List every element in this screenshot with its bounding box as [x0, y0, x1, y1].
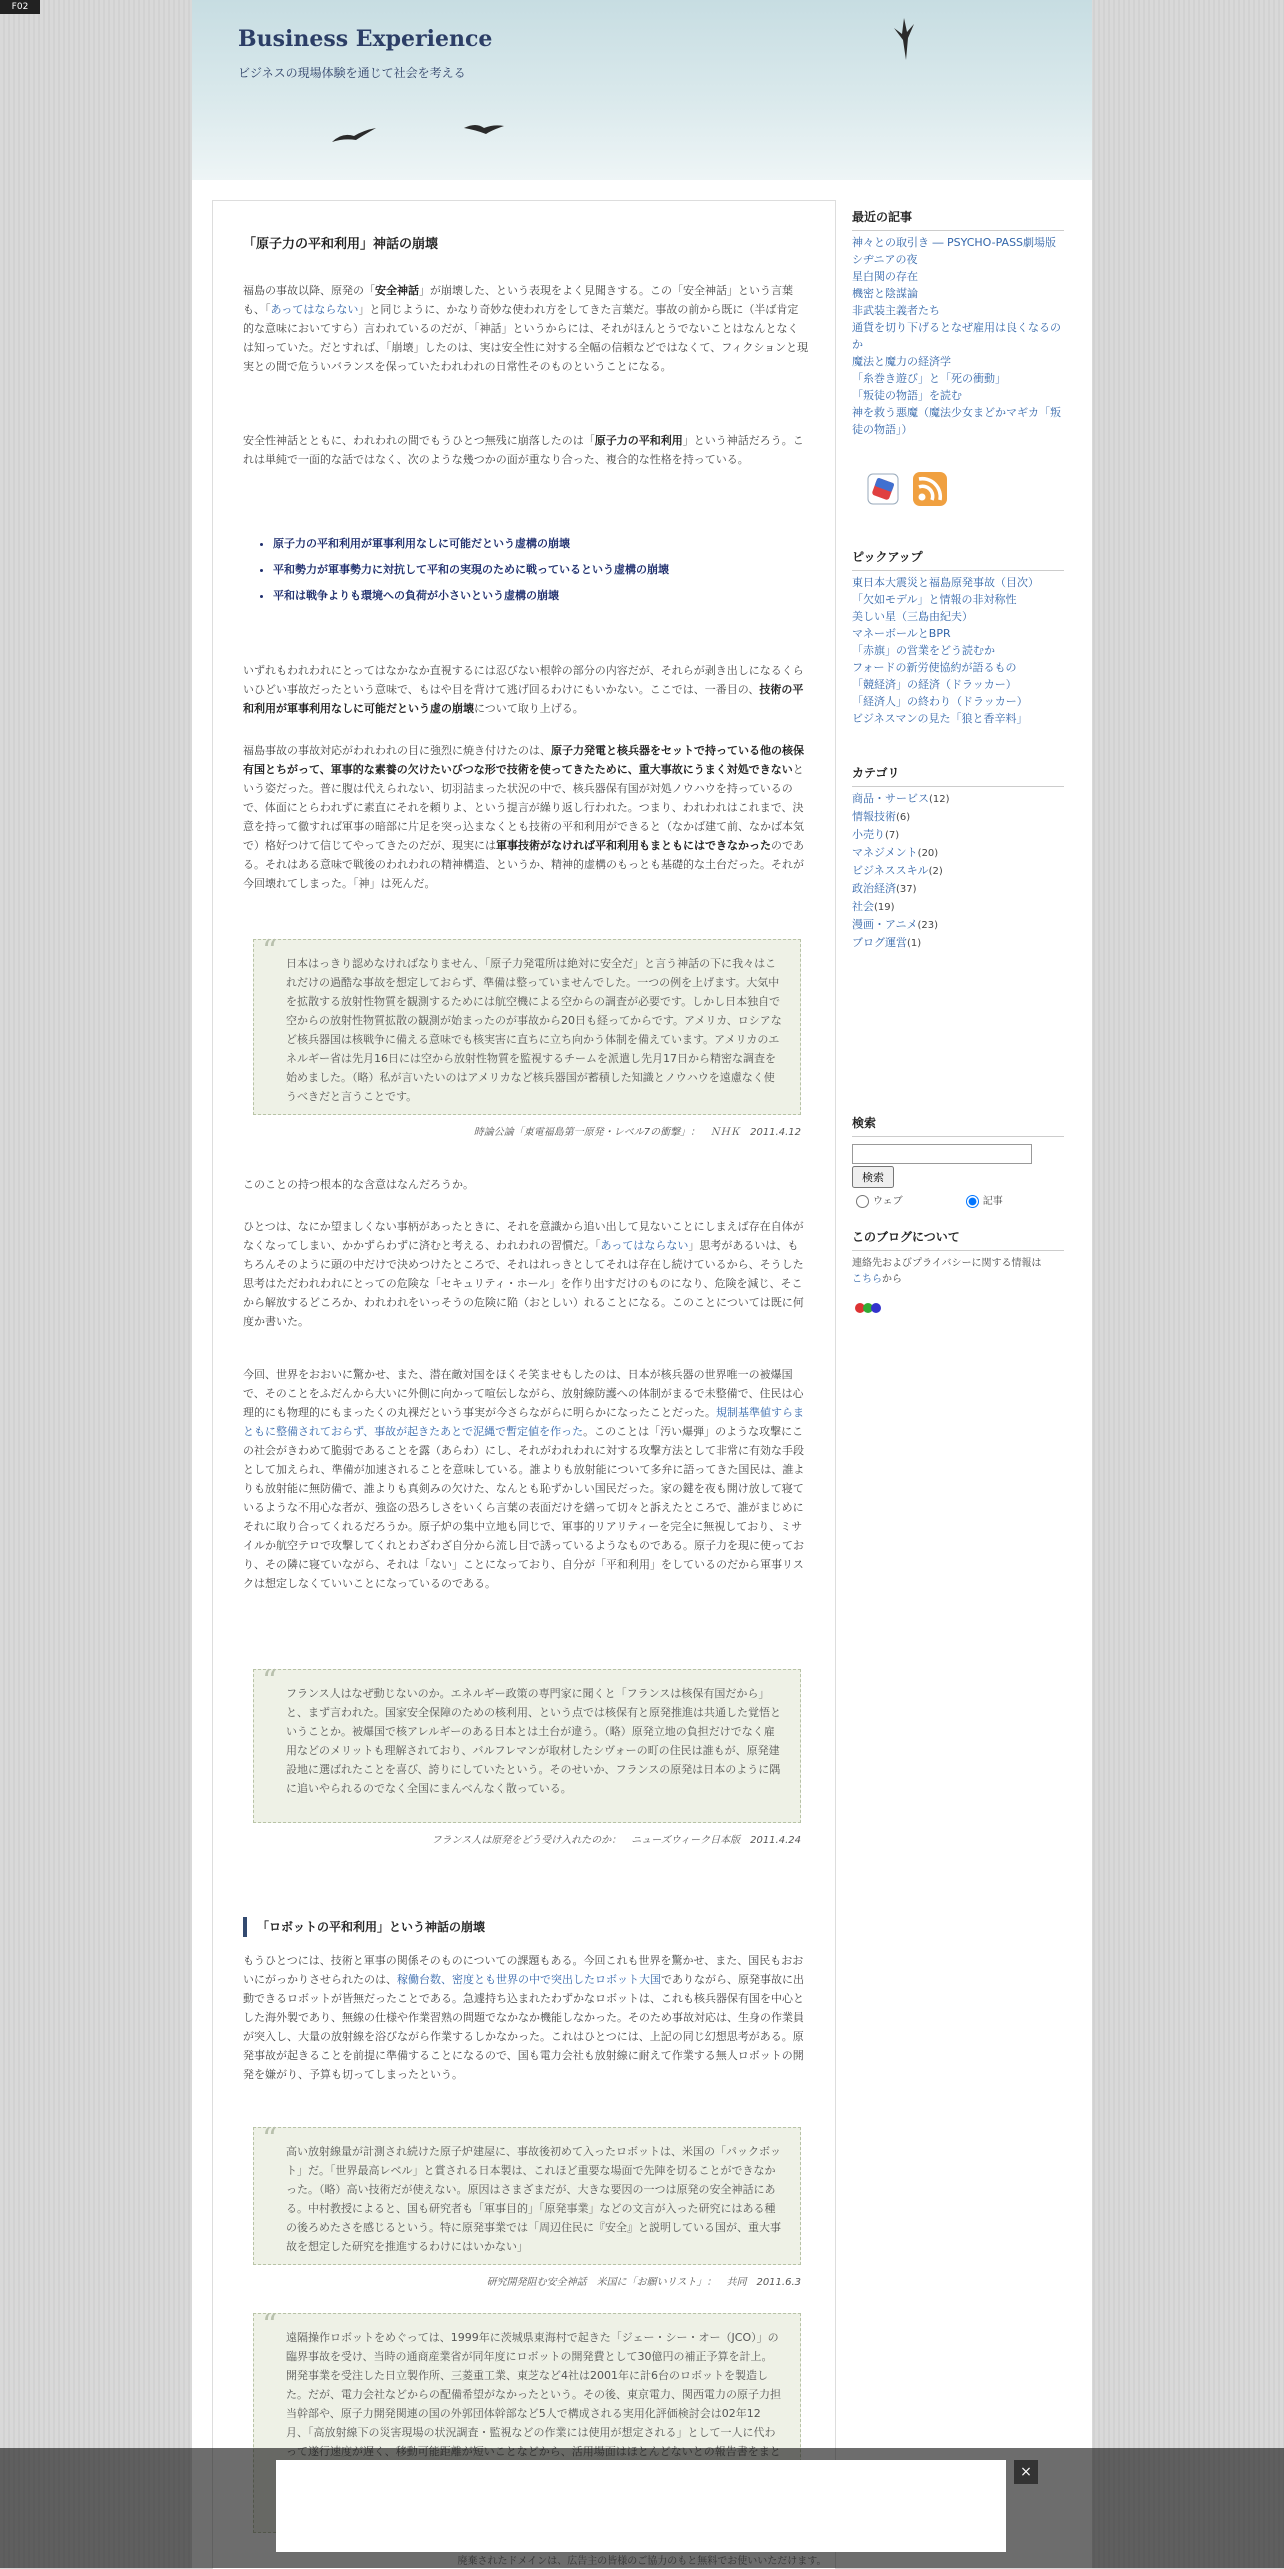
search-scope: ウェブ 記事	[852, 1192, 1003, 1208]
corner-badge: F02	[0, 0, 40, 14]
recent-post-link[interactable]: 非武装主義者たち	[852, 304, 940, 317]
blockquote: “ 遠隔操作ロボットをめぐっては、1999年に茨城県東海村で起きた「ジェー・シー・オー（JCO）」の臨界事故を受け、当時の通商産業省が同年度にロボットの開発費として30億円の補正予算を計上。開発事業を受注した日立製作所、三菱重工業、東芝など4社は2001年に計6台のロボットを製造した。だが、電力会社などからの配備希望がなかったという。その後、東京電力、関西電力の原子力担当幹部や、原子力開発関連の国の外郭団体幹部など5人で構成される実用化評価検討会は02年12月、「高放射線下の災害現場の状況調査・監視などの作業には使用が想定される」として一人に代わ	[253, 2313, 801, 2533]
site-description: ビジネスの現場体験を通じて社会を考える	[238, 66, 466, 80]
recent-post-link[interactable]: 星白関の存在	[852, 270, 918, 283]
post-paragraph: もうひとつには、技術と軍事の関係そのものについての課題もある。今回これも世界を驚かせ、また、国民もおおいにがっかりさせられたのは、稼働台数、密度とも世界の中で突出したロボット大国でありながら、原発事故に出動できるロボットが皆無だったことである。急遽持ち込まれたわずかなロボットは、これも核兵器保有国を中心とした海外製であり、無線の仕様や作業習熟の問題でなかなか機能しなかった。そのため事故対応は、生身の作業員が突入し、大量の放射線を浴びながら作業するしかなかった。これはひとつには、上記の同じ幻想思考がある。原発事故が起きることを前提に準備することになるので、国も電力会社も放射線に耐えて作業する無人ロボットの開発を嫌がり、予算も切ってしまったという。	[243, 1954, 804, 2081]
recent-post-link[interactable]: シヂニアの夜	[852, 253, 918, 266]
site-title[interactable]: Business Experience	[238, 26, 493, 52]
ad-slot[interactable]	[276, 2460, 1006, 2552]
pickup-link[interactable]: 美しい星（三島由紀夫）	[852, 610, 973, 623]
quote-citation: 研究開発阻む安全神話 米国に「お願いリスト」： 共同 2011.6.3	[486, 2277, 801, 2288]
close-ad-button[interactable]: ×	[1014, 2460, 1038, 2484]
post-paragraph: 安全性神話とともに、われわれの間でもうひとつ無残に崩落したのは「原子力の平和利用」という神話だろう。これは単純で一面的な話ではなく、次のような幾つかの面が重なり合った、複合的な性格を持っている。	[243, 434, 804, 466]
recent-post-link[interactable]: 「叛徒の物語」を読む	[852, 389, 962, 402]
list-item: • 平和は戦争よりも環境への負荷が小さいという虚構の崩壊	[273, 583, 836, 609]
footer-note: 廃棄されたドメインは、広告主の皆様のご協力のもと無料でお使いいただけます。	[457, 2556, 827, 2567]
recent-post-link[interactable]: 神を救う悪魔（魔法少女まどかマギカ「叛徒の物語」）	[852, 406, 1061, 436]
post-paragraph: このことの持つ根本的な含意はなんだろうか。	[243, 1178, 474, 1191]
search-input[interactable]	[852, 1144, 1032, 1164]
inline-link[interactable]: 稼働台数、密度とも世界の中で突出したロボット大国	[397, 1973, 661, 1986]
about-link[interactable]: こちら	[852, 1274, 882, 1285]
radio-blog[interactable]	[966, 1195, 979, 1208]
recent-post-link[interactable]: 「糸巻き遊び」と「死の衝動」	[852, 372, 1006, 385]
counter-badge-icon	[854, 1300, 882, 1316]
list-item: • 原子力の平和利用が軍事利用なしに可能だという虚構の崩壊	[273, 531, 836, 557]
pickup-link[interactable]: フォードの新労使協約が語るもの	[852, 661, 1017, 674]
inline-link[interactable]: あってはならない	[600, 1239, 689, 1252]
recent-post-link[interactable]: 魔法と魔力の経済学	[852, 355, 951, 368]
post-paragraph: ひとつは、なにか望ましくない事柄があったときに、それを意識から追い出して見ないことにしまえば存在自体がなくなってしまい、かかずらわずに済むと考える、われわれの習慣だ。「あってはならない」思考があるいは、もちろんそのように頭の中だけで決めつけたところで、それはれっきとしてそれは存在し続けているから、そうした思考はただわれわれにとっての危険な「セキュリティ・ホール」を作り出すだけのものになり、危険を減じ、そこから解放するどころか、われわれをいっそうの危険に陥（おとしい）れることになる。このことについては既に何度か書いた。	[243, 1220, 804, 1328]
blockquote: “ 日本はっきり認めなければなりません、「原子力発電所は絶対に安全だ」と言う神話の下に我々はこれだけの過酷な事故を想定しておらず、準備は整っていませんでした。一つの例を上げます。大気中を拡散する放射性物質を観測するためには航空機による空からの調査が必要です。しかし日本独自で空からの放射性物質拡散の観測が始まったのが事故から20日も経ってからです。アメリカ、ロシアなど核兵器国は核戦争に備える意味でも核実害に直ちに立ち向かう体制を備えています。アメリカのエネルギー省は先月16日には空から放射性物質を監視するチームを派遣し先月17日から精密な調査を始めました。（略）私が言いたいのはアメリカなど核兵器国が蓄積した知識とノウハウを遠慮なく使うべきだと言うことです。	[253, 939, 801, 1115]
pickup-link[interactable]: 「欠如モデル」と情報の非対称性	[852, 593, 1017, 606]
blog-badge-icon[interactable]	[864, 468, 904, 508]
pickup-list	[852, 574, 1064, 727]
post-paragraph: 今回、世界をおおいに驚かせ、また、潜在敵対国をほくそ笑ませもしたのは、日本が核兵器の世界唯一の被爆国で、そのことをふだんから大いに外側に向かって喧伝しながら、放射線防護への体制がまるで未整備で、住民は心理的にも物理的にもまったくの丸裸だという事実が今さらながらに明らかになったことだった。規制基準値すらまともに整備されておらず、事故が起きたあとで泥縄で暫定値を作った。このことは「汚い爆弾」のような攻撃にこの社会がきわめて脆弱であることを露（あらわ）にし、それがわれわれに対する攻撃方法として非常に有効な手段として加えられ、準備が加速されることを意味している。誰よりも放射能について多弁に語ってきた国民は、誰よりも放射能に無防備で、誰よりも真剣みの欠けた、なんとも恥ずかしい国民だった。家の鍵を夜も開け放して寝ているような不用心な者が、強盗の恐ろしさをいくら言葉の表面だけを繕って切々と訴えたところで、誰がまじめにそれに取り合ってくれるだろうか。原子炉の集中立地も同じで、軍事的リアリティーを完全に無視しており、ミサイルか航空テロで攻撃してくれとわざわざ自分から流し目で誘っているようなものである。原子力を現に使っており、その隣に寝ていながら、それは「ない」ことになっており、自分が「平和利用」をしているのだから軍事リスクは想定しなくていいことになっているのである。	[243, 1368, 805, 1590]
recent-posts-list	[852, 234, 1064, 438]
category-item[interactable]: 情報技術(6)	[852, 810, 911, 823]
post-paragraph: 福島の事故以降、原発の「安全神話」が崩壊した、という表現をよく見聞きする。この「安全神話」という言葉も、「あってはならない」と同じように、かなり奇妙な使われ方をしてきた言葉だ。事故の前から既に（半ば肯定的な意味においてすら）言われているのだが、「神話」というからには、それがほんとうでないことはなんとなくは知っていた。だとすれば、「崩壊」したのは、実は安全性に対する全幅の信頼などではなくて、フィクションと現実との間で危ういバランスを保っていたわれわれの日常性そのものということになる。	[243, 284, 809, 373]
pickup-link[interactable]: 「赤旗」の営業をどう読むか	[852, 644, 995, 657]
bullet-list	[243, 531, 836, 609]
recent-post-link[interactable]: 通貨を切り下げるとなぜ雇用は良くなるのか	[852, 321, 1061, 351]
radio-web[interactable]	[856, 1195, 869, 1208]
category-item[interactable]: 漫画・アニメ(23)	[852, 918, 938, 931]
list-item: • 平和勢力が軍事勢力に対抗して平和の実現のために戦っているという虚構の崩壊	[273, 557, 836, 583]
pickup-link[interactable]: 「競経済」の経済（ドラッカー）	[852, 678, 1017, 691]
recent-post-link[interactable]: 機密と陰謀論	[852, 287, 918, 300]
sidebar-heading-category: カテゴリ	[852, 764, 1064, 787]
sidebar-heading-recent: 最近の記事	[852, 208, 1064, 231]
inline-link[interactable]: 規制基準値すらまともに整備されておらず、事故が起きたあとで泥縄で暫定値を作った	[243, 1406, 804, 1438]
category-item[interactable]: 社会(19)	[852, 900, 895, 913]
pickup-link[interactable]: 「経済人」の終わり（ドラッカー）	[852, 695, 1028, 708]
recent-post-link[interactable]: 神々との取引き ― PSYCHO-PASS劇場版	[852, 236, 1057, 249]
blockquote: “ 高い放射線量が計測され続けた原子炉建屋に、事故後初めて入ったロボットは、米国の「パックボット」だ。「世界最高レベル」と賞される日本製は、これほど重要な場面で先陣を切ることができなかった。（略）高い技術だが使えない。原因はさまざまだが、大きな要因の一つは原発の安全神話にある。中村教授によると、国も研究者も「軍事目的」「原発事業」などの文言が入った研究にはある種の後ろめたさを感じるという。特に原発事業では「周辺住民に『安全』と説明している国が、重大事故を想定した研究を推進するわけにはいかない」	[253, 2127, 801, 2265]
search-button[interactable]: 検索	[852, 1166, 894, 1188]
pickup-link[interactable]: 東日本大震災と福島原発事故（目次）	[852, 576, 1039, 589]
quote-citation: 時論公論「東電福島第一原発・レベル7の衝撃」： ＮＨＫ 2011.4.12	[473, 1127, 801, 1138]
inline-link[interactable]: あってはならない	[270, 303, 359, 316]
blockquote: “ フランス人はなぜ動じないのか。エネルギー政策の専門家に聞くと「フランスは核保有国だから」と、まず言われた。国家安全保障のための核利用、という点では核保有と原発推進は共通した覚悟ということか。被爆国で核アレルギーのある日本とは土台が違う。（略）原発立地の負担だけでなく雇用などのメリットも理解されており、バルフレマンが取材したシヴォーの町の住民は誰もが、原発建設地に選ばれたことを喜び、誇りにしていたという。そのせいか、フランスの原発は日本のように隅に追いやられるのでなく全国にまんべんなく散っている。	[253, 1669, 801, 1823]
pickup-link[interactable]: ビジネスマンの見た「狼と香辛料」	[852, 712, 1028, 725]
quote-citation: フランス人は原発をどう受け入れたのか： ニューズウィーク日本版 2011.4.24	[431, 1835, 801, 1846]
main-content	[212, 200, 836, 2569]
rss-feed-icon[interactable]	[910, 468, 950, 508]
about-text: 連絡先およびプライバシーに関する情報は こちらから	[852, 1258, 1042, 1285]
category-item[interactable]: ビジネススキル(2)	[852, 864, 943, 877]
sidebar-heading-pickup: ピックアップ	[852, 548, 1064, 571]
category-item[interactable]: ブログ運営(1)	[852, 936, 922, 949]
bird-icon	[332, 128, 376, 144]
category-list	[852, 790, 1064, 952]
section-heading: 「ロボットの平和利用」という神話の崩壊	[243, 1917, 817, 1937]
post-paragraph: いずれもわれわれにとってはなかなか直視するには忍びない根幹の部分の内容だが、それらが剥き出しになるくらいひどい事故だったという意味で、もはや目を背けて逃げ回るわけにもいかない。ここでは、一番目の、技術の平和利用が軍事利用なしに可能だという虚の崩壊について取り上げる。	[243, 664, 804, 715]
category-item[interactable]: 小売り(7)	[852, 828, 900, 841]
category-item[interactable]: 商品・サービス(12)	[852, 792, 950, 805]
bird-icon	[894, 18, 914, 60]
pickup-link[interactable]: マネーボールとBPR	[852, 627, 951, 640]
site-header	[192, 0, 1092, 180]
page-wrapper	[192, 0, 1092, 2568]
category-item[interactable]: 政治経済(37)	[852, 882, 917, 895]
post-paragraph: 福島事故の事故対応がわれわれの目に強烈に焼き付けたのは、原子力発電と核兵器をセットで持っている他の核保有国とちがって、軍事的な素養の欠けたいびつな形で技術を使ってきたために、重大事故にうまく対処できないという姿だった。普に腹は代えられない、切羽詰まった状況の中で、核兵器保有国が対処ノウハウを持っているので、体面にとらわれずに素直にそれを頼りよ、という提言が繰り返し行われた。つまり、われわれはこれまで、決意を持って徹すれば軍事の暗部に片足を突っ込まなくとも技術の平和利用ができると（なかば建て前、なかば本気で）格好つけて信じてやってきたのだが、現実には軍事技術がなければ平和利用もまともにはできなかったのである。それはある意味で戦後のわれわれの精神構造、というか、精神的虚構のもっとも基礎的な土台だった。それが今回壊れてしまった。「神」は死んだ。	[243, 744, 804, 890]
sidebar-heading-about: このブログについて	[852, 1228, 1064, 1251]
category-item[interactable]: マネジメント(20)	[852, 846, 939, 859]
post-title[interactable]: 「原子力の平和利用」神話の崩壊	[243, 237, 439, 252]
bird-icon	[464, 122, 504, 136]
sidebar-heading-search: 検索	[852, 1114, 1064, 1137]
